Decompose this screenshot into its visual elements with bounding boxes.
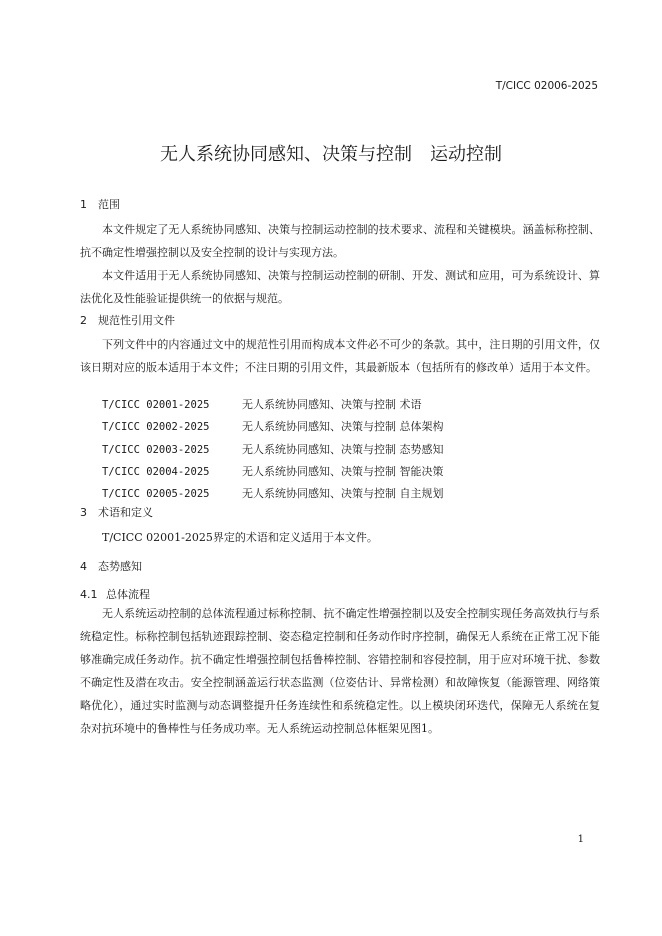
subsection-number: 4.1 bbox=[80, 588, 98, 601]
subsection-title: 总体流程 bbox=[106, 588, 150, 601]
reference-item bbox=[102, 461, 444, 483]
section-heading-normative bbox=[80, 312, 175, 328]
reference-item bbox=[102, 439, 444, 461]
reference-code: T/CICC 02001-2025 bbox=[102, 399, 210, 411]
reference-item bbox=[102, 416, 444, 438]
reference-title: 无人系统协同感知、决策与控制 总体架构 bbox=[242, 420, 444, 434]
reference-title: 无人系统协同感知、决策与控制 术语 bbox=[242, 398, 422, 411]
terms-paragraph: T/CICC 02001-2025界定的术语和定义适用于本文件。 bbox=[102, 531, 378, 544]
section-title: 规范性引用文件 bbox=[98, 314, 175, 327]
section-title: 态势感知 bbox=[98, 560, 142, 573]
reference-list bbox=[102, 394, 444, 505]
page-number: 1 bbox=[577, 834, 584, 845]
section-title: 范围 bbox=[98, 198, 120, 211]
reference-code: T/CICC 02002-2025 bbox=[102, 421, 210, 434]
reference-title: 无人系统协同感知、决策与控制 智能决策 bbox=[242, 464, 444, 478]
scope-paragraph-1: 本文件规定了无人系统协同感知、决策与控制运动控制的技术要求、流程和关键模块。涵盖标称控制、抗不确定性增强控制以及安全控制的设计与实现方法。 bbox=[80, 223, 600, 259]
section-title: 术语和定义 bbox=[98, 506, 153, 519]
section-heading-scope bbox=[80, 196, 120, 212]
section-number: 3 bbox=[80, 506, 87, 519]
section-heading-situation bbox=[80, 558, 142, 574]
document-title bbox=[0, 140, 662, 166]
overall-process-paragraph: 无人系统运动控制的总体流程通过标称控制、抗不确定性增强控制以及安全控制实现任务高效执行与系统稳定性。标称控制包括轨迹跟踪控制、姿态稳定控制和任务动作时序控制，确保无人系统在正常工况下能够准确完成任务动作。抗不确定性增强控制包括鲁棒控制、容错控制和容侵控制，用于应对环境干扰、参数不确定性及潜在攻击。安全控制涵盖运行状态监测（位姿估计、异常检测）和故障恢复（能源管理、网络策略优化），通过实时监测与动态调整提升任务连续性和系统稳定性。以上模块闭环迭代，保障无人系统在复杂对抗环境中的鲁棒性与任务成功率。无人系统运动控制总体框架见图1。 bbox=[80, 607, 600, 735]
normative-paragraph: 下列文件中的内容通过文中的规范性引用而构成本文件必不可少的条款。其中，注日期的引用文件，仅该日期对应的版本适用于本文件；不注日期的引用文件，其最新版本（包括所有的修改单）适用于本文件。 bbox=[80, 338, 600, 374]
section-number: 2 bbox=[80, 314, 87, 327]
title-main: 无人系统协同感知、决策与控制 bbox=[160, 144, 412, 165]
title-sub: 运动控制 bbox=[430, 144, 502, 165]
section-number: 1 bbox=[80, 198, 87, 211]
subsection-heading-overall-process bbox=[80, 586, 150, 602]
section-heading-terms bbox=[80, 504, 153, 520]
document-code: T/CICC 02006-2025 bbox=[495, 80, 598, 92]
reference-title: 无人系统协同感知、决策与控制 态势感知 bbox=[242, 442, 444, 456]
reference-code: T/CICC 02005-2025 bbox=[102, 488, 210, 501]
scope-paragraph-2: 本文件适用于无人系统协同感知、决策与控制运动控制的研制、开发、测试和应用，可为系统设计、算法优化及性能验证提供统一的依据与规范。 bbox=[80, 269, 600, 305]
reference-item bbox=[102, 394, 444, 416]
reference-code: T/CICC 02004-2025 bbox=[102, 465, 210, 478]
section-number: 4 bbox=[80, 560, 87, 573]
reference-title: 无人系统协同感知、决策与控制 自主规划 bbox=[242, 487, 444, 501]
reference-item bbox=[102, 483, 444, 505]
reference-code: T/CICC 02003-2025 bbox=[102, 443, 210, 456]
